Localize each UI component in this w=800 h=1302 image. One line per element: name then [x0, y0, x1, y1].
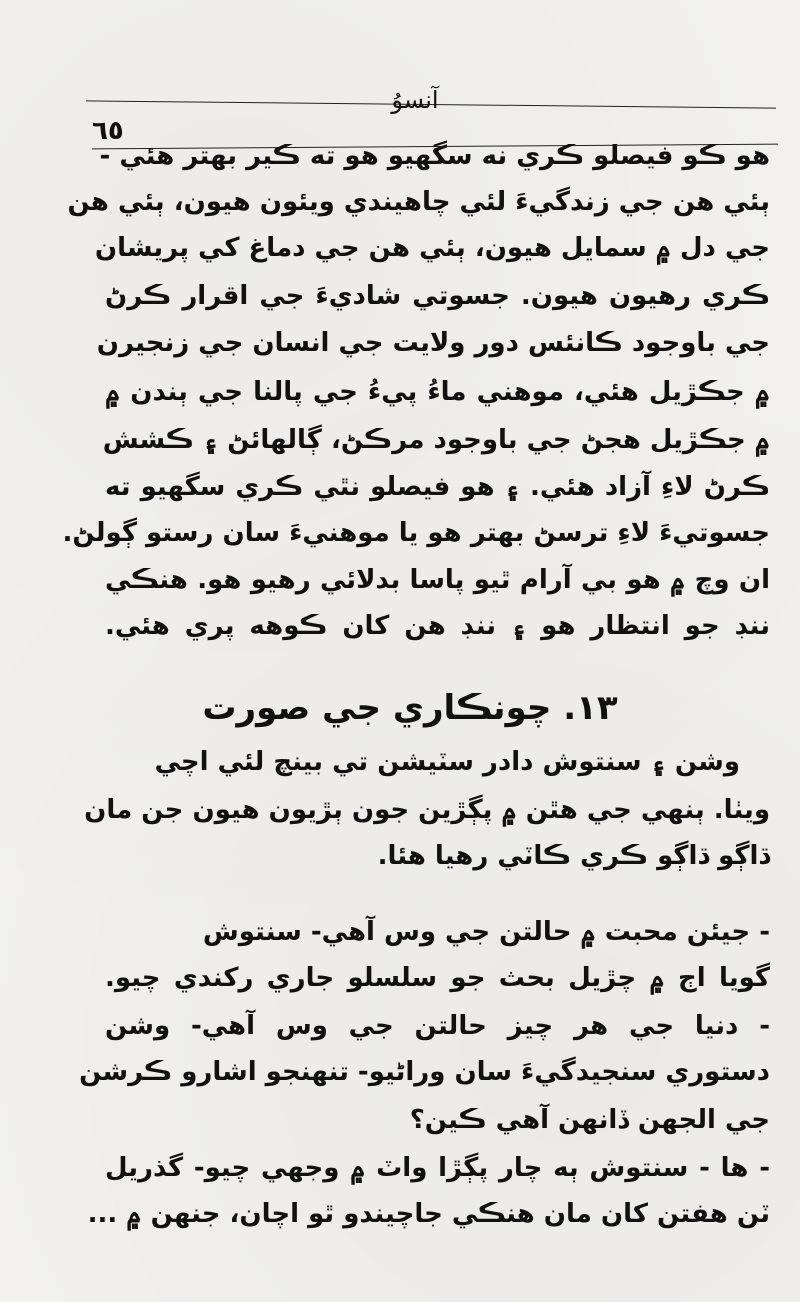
text-line: ڌاڳو ڌاڳو ڪري ڪاٽي رهيا هئا. [377, 841, 770, 871]
text-line: ڪرڻ لاءِ آزاد هئي. ۽ هو فيصلو نٿي ڪري سگهيو ته [105, 472, 770, 502]
chapter-heading: ١٣. چونڪاري جي صورت [202, 688, 618, 728]
text-line: - ها - سنتوش ٻه چار پڳڙا واٽ ۾ وجهي چيو- گذريل [105, 1153, 770, 1183]
text-line: ۾ جڪڙيل هئي، موهني ماءُ پيءُ جي پالنا جي ٻندن ۾ [105, 377, 770, 407]
text-line: ڪري رهيون هيون. جسوتي شاديءَ جي اقرار ڪرڻ [105, 281, 770, 311]
text-line: - دنيا جي هر چيز حالتن جي وس آهي- وشن [105, 1011, 770, 1041]
text-line: وشن ۽ سنتوش دادر سٽيشن تي بينچ لئي اچي [154, 747, 740, 777]
text-line: گويا اڄ ۾ چڙيل بحث جو سلسلو جاري رکندي چيو. [105, 963, 770, 993]
text-line: ٽن هفتن کان مان هنڪي جاچيندو ٿو اچان، جنهن ۾ ... [87, 1199, 770, 1229]
text-line: ننڊ جو انتظار هو ۽ ننڊ هن کان ڪوهه پري هئي. [105, 611, 770, 641]
text-line: ٻئي هن جي زندگيءَ لئي چاهيندي ويئون هيون، ٻئي هن [67, 187, 770, 217]
text-line: ويٺا. ٻنهي جي هٿن ۾ پڳڙين جون ٻڙيون هيون جن مان [84, 795, 770, 825]
text-line: هو ڪو فيصلو ڪري نه سگهيو هو ته ڪير بهتر هئي - [99, 141, 770, 171]
page-number: ٦٥ [92, 116, 124, 146]
running-title: آنسوُ [391, 86, 439, 114]
text-line: ۾ جڪڙيل هجڻ جي باوجود مرڪڻ، ڳالهائڻ ۽ ڪشش [102, 425, 770, 455]
text-line: - جيئن محبت ۾ حالتن جي وس آهي- سنتوش [202, 917, 770, 947]
text-line: ان وچ ۾ هو بي آرام ٿيو پاسا بدلائي رهيو هو. هنڪي [105, 565, 770, 595]
text-line: جي الجهن ڏانهن آهي ڪين؟ [409, 1105, 770, 1135]
text-line: جي دل ۾ سمايل هيون، ٻئي هن جي دماغ کي پريشان [94, 233, 770, 263]
text-line: دستوري سنجيدگيءَ سان وراڻيو- تنهنجو اشارو ڪرشن [79, 1057, 770, 1087]
text-line: جسوتيءَ لاءِ ترسڻ بهتر هو يا موهنيءَ سان رستو ڳولڻ. [62, 518, 770, 548]
text-line: جي باوجود ڪانئس دور ولايت جي انسان جي زنجيرن [96, 328, 770, 358]
